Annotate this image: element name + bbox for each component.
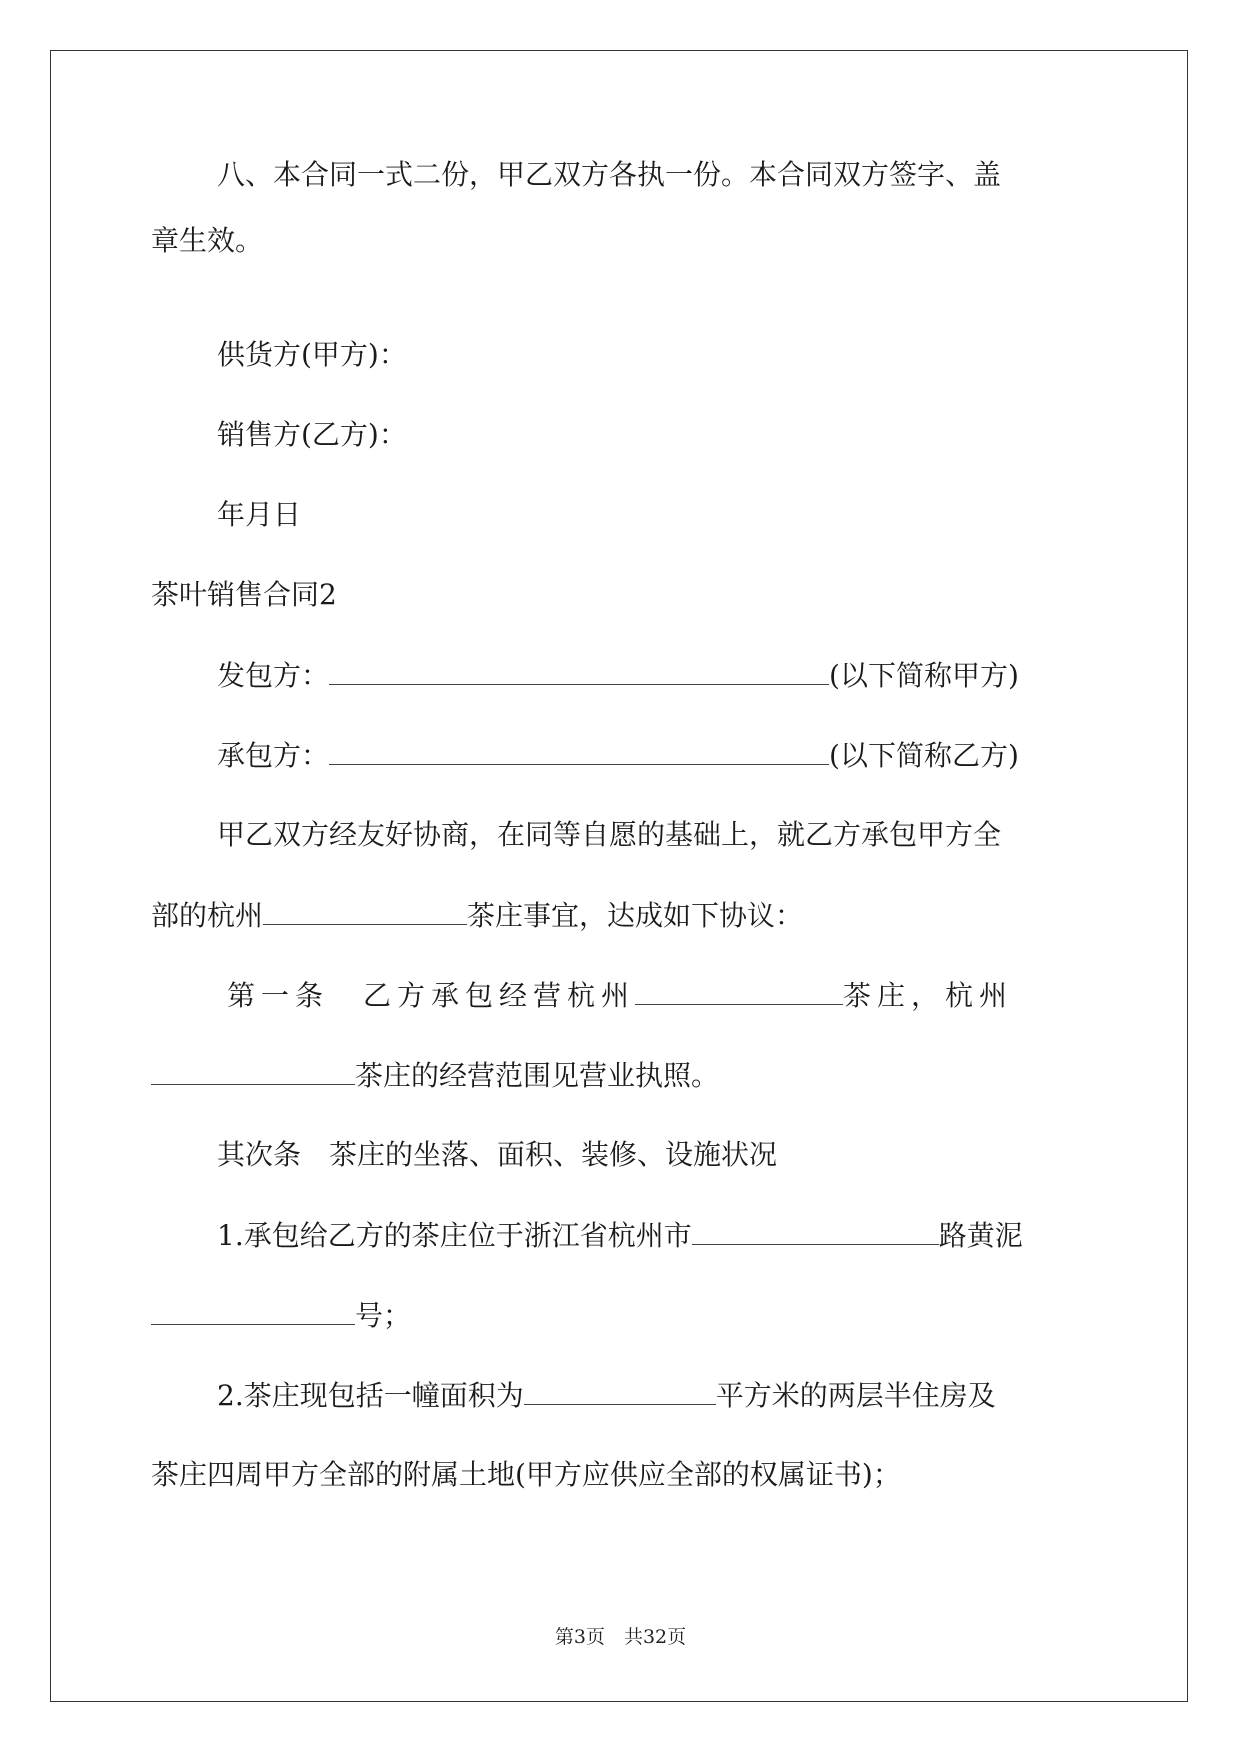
chengbao-blank — [329, 738, 829, 765]
fabao-note: (以下简称甲方) — [829, 659, 1019, 692]
text-agreement: 茶庄事宜，达成如下协议： — [467, 899, 804, 932]
item-two — [217, 1378, 996, 1413]
article-two: 其次条 茶庄的坐落、面积、装修、设施状况 — [217, 1138, 778, 1171]
chengbao-line — [217, 738, 1019, 773]
item-two-pre: 2.茶庄现包括一幢面积为 — [217, 1379, 524, 1412]
teahouse-name-blank — [263, 898, 467, 925]
item-one-post: 路黄泥 — [938, 1219, 1023, 1252]
seller-label: 销售方(乙方)： — [217, 418, 407, 451]
item-two-cont: 茶庄四周甲方全部的附属土地(甲方应供应全部的权属证书)； — [151, 1458, 901, 1491]
item-one — [217, 1218, 1023, 1253]
fabao-blank — [329, 658, 829, 685]
paragraph-intro: 甲乙双方经友好协商，在同等自愿的基础上，就乙方承包甲方全 — [217, 818, 1002, 851]
text-hangzhou: 部的杭州 — [151, 899, 264, 932]
page-border — [50, 50, 1188, 1702]
item-two-post: 平方米的两层半住房及 — [715, 1379, 996, 1412]
article-one-blank — [635, 978, 843, 1005]
paragraph-intro-cont — [151, 898, 803, 933]
date-label: 年月日 — [217, 498, 302, 531]
article-one-scope: 茶庄的经营范围见营业执照。 — [355, 1059, 720, 1092]
fabao-label: 发包方： — [217, 659, 330, 692]
chengbao-label: 承包方： — [217, 739, 330, 772]
chengbao-note: (以下简称乙方) — [829, 739, 1019, 772]
page-footer: 第3页 共32页 — [554, 1626, 687, 1648]
clause-eight-cont: 章生效。 — [151, 224, 264, 257]
article-one-post: 茶庄，杭州 — [843, 979, 1014, 1012]
road-blank — [692, 1218, 939, 1245]
supplier-label: 供货方(甲方)： — [217, 338, 407, 371]
item-one-pre: 1.承包给乙方的茶庄位于浙江省杭州市 — [217, 1219, 692, 1252]
item-one-number: 号； — [355, 1299, 412, 1332]
article-one — [227, 978, 1013, 1013]
fabao-line — [217, 658, 1019, 693]
clause-eight: 八、本合同一式二份，甲乙双方各执一份。本合同双方签字、盖 — [217, 158, 1002, 191]
item-one-cont — [151, 1298, 411, 1333]
number-blank — [151, 1298, 355, 1325]
article-one-cont — [151, 1058, 719, 1093]
area-blank — [524, 1378, 716, 1405]
contract-heading: 茶叶销售合同2 — [151, 578, 337, 611]
article-one-pre: 第一条 乙方承包经营杭州 — [227, 979, 636, 1012]
article-one-blank-2 — [151, 1058, 355, 1085]
